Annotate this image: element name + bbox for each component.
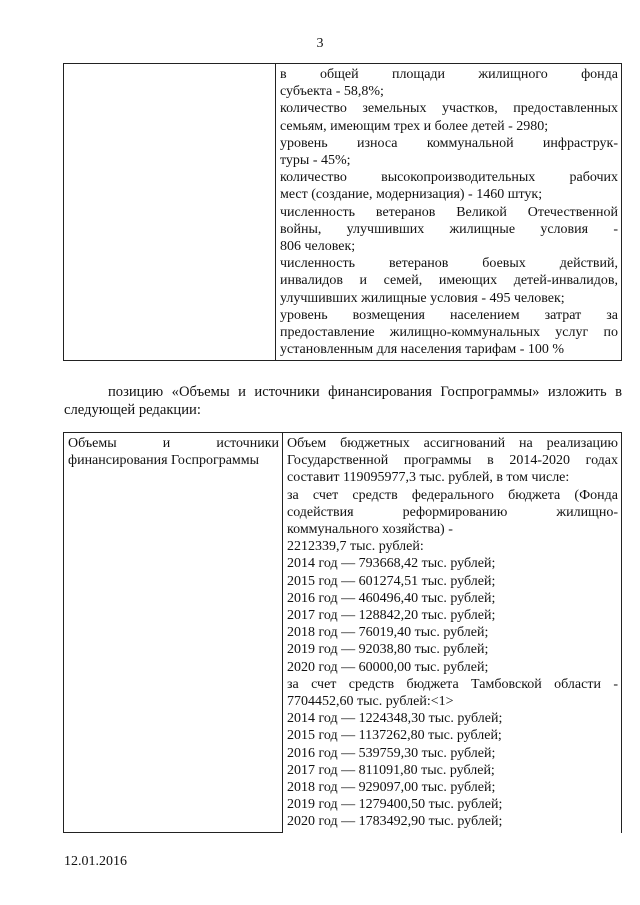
document-date: 12.01.2016 — [64, 854, 127, 869]
amendment-line-2: следующей редакции: — [64, 402, 201, 418]
amendment-paragraph — [64, 383, 622, 419]
text-line: коммунального хозяйства) - — [287, 522, 453, 538]
text-line: субъекта - 58,8%; — [280, 84, 384, 100]
text-line: за счет средств бюджета Тамбовской области - — [287, 676, 618, 692]
text-line: финансирования Госпрограммы — [68, 453, 260, 469]
text-line: 2212339,7 тыс. рублей: — [287, 539, 424, 555]
financing-label — [68, 435, 279, 469]
text-line: 2015 год — 1137262,80 тыс. рублей; — [287, 728, 502, 744]
text-line: содействия реформированию жилищно- — [287, 504, 618, 520]
text-line: 2014 год — 1224348,30 тыс. рублей; — [287, 711, 503, 727]
indicators-label-cell — [64, 64, 276, 361]
page-number: 3 — [316, 36, 324, 51]
table-row — [64, 433, 622, 833]
text-line: Объемы и источники — [68, 436, 279, 451]
text-line: уровень износа коммунальной инфраструк- — [280, 135, 618, 151]
financing-values-list — [287, 435, 618, 831]
text-line: улучшивших жилищные условия - 495 человек; — [280, 290, 565, 306]
text-line: Государственной программы в 2014-2020 годах — [287, 453, 618, 469]
text-line: инвалидов и семей, имеющих детей-инвалидов, — [280, 273, 618, 289]
text-line: 806 человек; — [280, 239, 356, 255]
text-line: уровень возмещения населением затрат за — [280, 307, 618, 323]
text-line: 2016 год — 460496,40 тыс. рублей; — [287, 590, 496, 606]
text-line: 2017 год — 811091,80 тыс. рублей; — [287, 762, 495, 778]
text-line: 2019 год — 92038,80 тыс. рублей; — [287, 642, 489, 658]
text-line: 2020 год — 1783492,90 тыс. рублей; — [287, 814, 503, 830]
text-line: составит 119095977,3 тыс. рублей, в том числе: — [287, 470, 570, 486]
text-line: Объем бюджетных ассигнований на реализацию — [287, 436, 618, 451]
text-line: туры - 45%; — [280, 153, 351, 169]
text-line: численность ветеранов боевых действий, — [280, 256, 618, 272]
financing-label-cell — [64, 433, 283, 833]
financing-values-cell — [283, 433, 622, 833]
text-line: количество земельных участков, предоставленных — [280, 101, 618, 117]
financing-table — [63, 432, 622, 833]
text-line: 2014 год — 793668,42 тыс. рублей; — [287, 556, 496, 572]
text-line: 2018 год — 929097,00 тыс. рублей; — [287, 780, 496, 796]
indicators-values-list — [280, 66, 618, 358]
text-line: 2018 год — 76019,40 тыс. рублей; — [287, 625, 489, 641]
text-line: мест (создание, модернизация) - 1460 штук; — [280, 187, 543, 203]
amendment-line-1: позицию «Объемы и источники финансирования Госпрограммы» изложить в — [108, 384, 622, 400]
text-line: 2020 год — 60000,00 тыс. рублей; — [287, 659, 489, 675]
text-line: предоставление жилищно-коммунальных услуг по — [280, 325, 618, 341]
text-line: установленным для населения тарифам - 100 % — [280, 342, 565, 358]
text-line: семьям, имеющим трех и более детей - 2980; — [280, 118, 549, 134]
text-line: 7704452,60 тыс. рублей:<1> — [287, 694, 454, 710]
text-line: 2016 год — 539759,30 тыс. рублей; — [287, 745, 496, 761]
table-row — [64, 64, 622, 361]
text-line: в общей площади жилищного фонда — [280, 67, 618, 82]
text-line: численность ветеранов Великой Отечественной — [280, 204, 618, 220]
text-line: 2019 год — 1279400,50 тыс. рублей; — [287, 797, 503, 813]
indicators-table — [63, 63, 622, 361]
text-line: количество высокопроизводительных рабочих — [280, 170, 618, 186]
indicators-values-cell — [276, 64, 622, 361]
text-line: 2015 год — 601274,51 тыс. рублей; — [287, 573, 496, 589]
text-line: за счет средств федерального бюджета (Фонда — [287, 487, 618, 503]
text-line: войны, улучшивших жилищные условия - — [280, 221, 618, 237]
text-line: 2017 год — 128842,20 тыс. рублей; — [287, 608, 496, 624]
